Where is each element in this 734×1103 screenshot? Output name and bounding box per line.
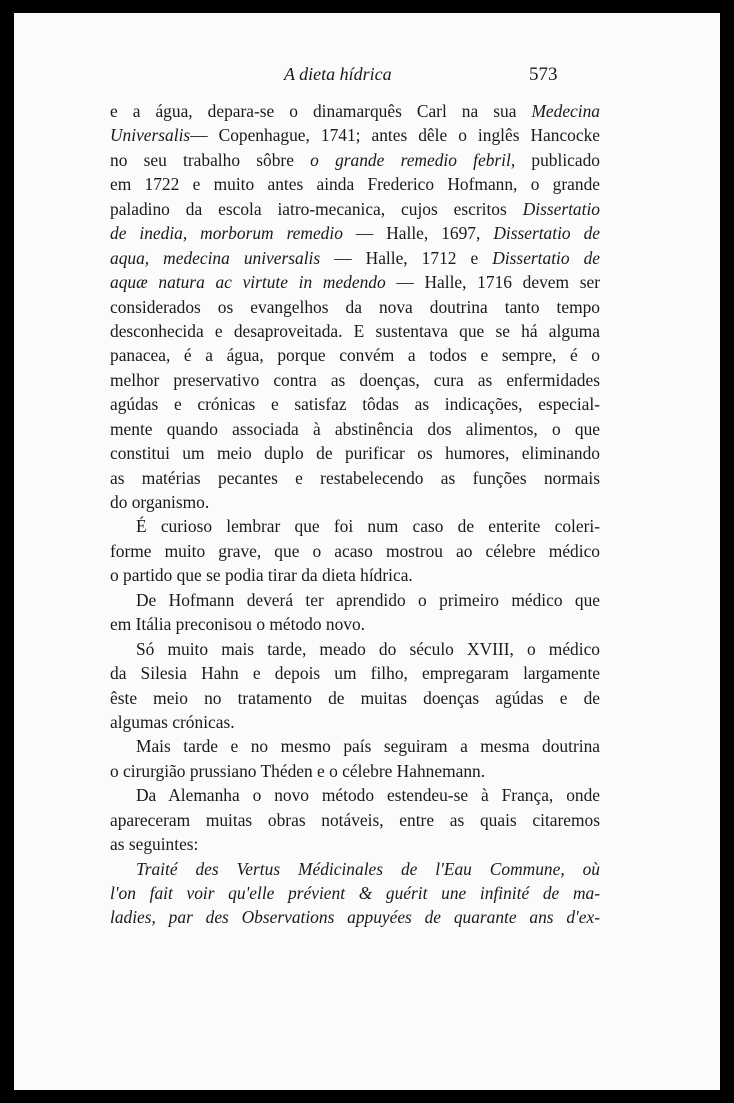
text-line bbox=[110, 441, 600, 465]
text-line bbox=[110, 99, 600, 123]
text-segment: o partido que se podia tirar da dieta hídrica. bbox=[110, 565, 413, 586]
italic-text: ladies, par des Observations appuyées de quarante ans d'ex- bbox=[110, 907, 600, 928]
text-line bbox=[110, 783, 600, 807]
text-segment: Só muito mais tarde, meado do século XVIII, o médico bbox=[136, 638, 600, 659]
text-line bbox=[110, 710, 600, 734]
text-line bbox=[110, 514, 600, 538]
text-line bbox=[110, 637, 600, 661]
text-segment: da Silesia Hahn e depois um filho, empregaram largamente bbox=[110, 663, 600, 684]
text-line bbox=[110, 246, 600, 270]
text-line bbox=[110, 197, 600, 221]
text-segment: melhor preservativo contra as doenças, cura as enfermidades bbox=[110, 369, 600, 390]
text-line bbox=[110, 857, 600, 881]
text-segment: apareceram muitas obras notáveis, entre as quais citaremos bbox=[110, 809, 600, 830]
text-segment: É curioso lembrar que foi num caso de enterite coleri- bbox=[136, 516, 600, 537]
page-number: 573 bbox=[529, 64, 558, 85]
text-segment: paladino da escola iatro-mecanica, cujos escritos bbox=[110, 198, 523, 219]
text-line bbox=[110, 686, 600, 710]
italic-text: Traité des Vertus Médicinales de l'Eau Commune, où bbox=[136, 858, 600, 879]
text-segment: panacea, é a água, porque convém a todos e sempre, é o bbox=[110, 345, 600, 366]
text-line bbox=[110, 490, 600, 514]
text-segment: do organismo. bbox=[110, 492, 210, 512]
text-line bbox=[110, 661, 600, 685]
text-line bbox=[110, 392, 600, 416]
italic-text: Dissertatio de bbox=[492, 247, 601, 268]
text-segment: — Halle, 1712 e bbox=[320, 247, 493, 268]
text-segment: — Copenhague, 1741; antes dêle o inglês Hancocke bbox=[190, 125, 600, 146]
text-line bbox=[110, 832, 600, 856]
italic-text: aquæ natura ac virtute in medendo bbox=[110, 272, 386, 293]
italic-text: l'on fait voir qu'elle prévient & guérit une infinité de ma- bbox=[110, 883, 600, 903]
text-line bbox=[110, 123, 600, 147]
page-header bbox=[14, 64, 720, 88]
text-segment: as matérias pecantes e restabelecendo as funções normais bbox=[110, 467, 600, 488]
body-text bbox=[110, 99, 600, 930]
text-line bbox=[110, 563, 600, 587]
text-line bbox=[110, 319, 600, 343]
italic-text: de inedia, morborum remedio bbox=[110, 223, 343, 244]
text-line bbox=[110, 734, 600, 758]
italic-text: o grande remedio febril, bbox=[310, 149, 516, 170]
text-line bbox=[110, 417, 600, 441]
italic-text: Universalis bbox=[110, 125, 191, 146]
text-line bbox=[110, 270, 600, 294]
text-line bbox=[110, 808, 600, 832]
text-segment: em 1722 e muito antes ainda Frederico Hofmann, o grande bbox=[110, 174, 600, 195]
text-segment: e a água, depara-se o dinamarquês Carl na sua bbox=[110, 101, 532, 121]
text-line bbox=[110, 905, 600, 929]
text-segment: em Itália preconisou o método novo. bbox=[110, 614, 366, 635]
text-line bbox=[110, 881, 600, 905]
text-segment: no seu trabalho sôbre bbox=[110, 149, 311, 170]
text-segment: êste meio no tratamento de muitas doenças agúdas e de bbox=[110, 687, 600, 708]
text-line bbox=[110, 539, 600, 563]
text-line bbox=[110, 343, 600, 367]
italic-text: Medecina bbox=[531, 101, 600, 121]
text-line bbox=[110, 172, 600, 196]
text-segment: Da Alemanha o novo método estendeu-se à França, onde bbox=[136, 785, 600, 806]
text-segment: Mais tarde e no mesmo país seguiram a mesma doutrina bbox=[136, 736, 600, 757]
text-line bbox=[110, 148, 600, 172]
text-segment: — Halle, 1716 devem ser bbox=[385, 272, 600, 293]
text-line bbox=[110, 759, 600, 783]
text-segment: mente quando associada à abstinência dos alimentos, o que bbox=[110, 418, 600, 439]
text-line bbox=[110, 466, 600, 490]
italic-text: Dissertatio bbox=[522, 198, 600, 219]
text-segment: forme muito grave, que o acaso mostrou ao célebre médico bbox=[110, 540, 600, 561]
text-segment: constitui um meio duplo de purificar os humores, eliminando bbox=[110, 443, 600, 464]
text-segment: agúdas e crónicas e satisfaz tôdas as indicações, especial- bbox=[110, 394, 600, 415]
italic-text: aqua, medecina universalis bbox=[110, 247, 321, 268]
italic-text: Dissertatio de bbox=[493, 223, 600, 244]
text-line bbox=[110, 588, 600, 612]
text-segment: algumas crónicas. bbox=[110, 711, 235, 732]
text-segment: — Halle, 1697, bbox=[342, 223, 494, 244]
text-segment: desconhecida e desaproveitada. E sustentava que se há alguma bbox=[110, 320, 600, 341]
text-segment: publicado bbox=[515, 149, 600, 170]
text-line bbox=[110, 295, 600, 319]
book-page bbox=[14, 13, 720, 1090]
text-line bbox=[110, 221, 600, 245]
text-line bbox=[110, 368, 600, 392]
text-segment: o cirurgião prussiano Théden e o célebre Hahnemann. bbox=[110, 760, 486, 781]
text-segment: De Hofmann deverá ter aprendido o primeiro médico que bbox=[136, 589, 600, 610]
text-segment: as seguintes: bbox=[110, 834, 199, 855]
text-segment: considerados os evangelhos da nova doutrina tanto tempo bbox=[110, 296, 600, 317]
text-line bbox=[110, 612, 600, 636]
running-title: A dieta hídrica bbox=[284, 64, 392, 84]
